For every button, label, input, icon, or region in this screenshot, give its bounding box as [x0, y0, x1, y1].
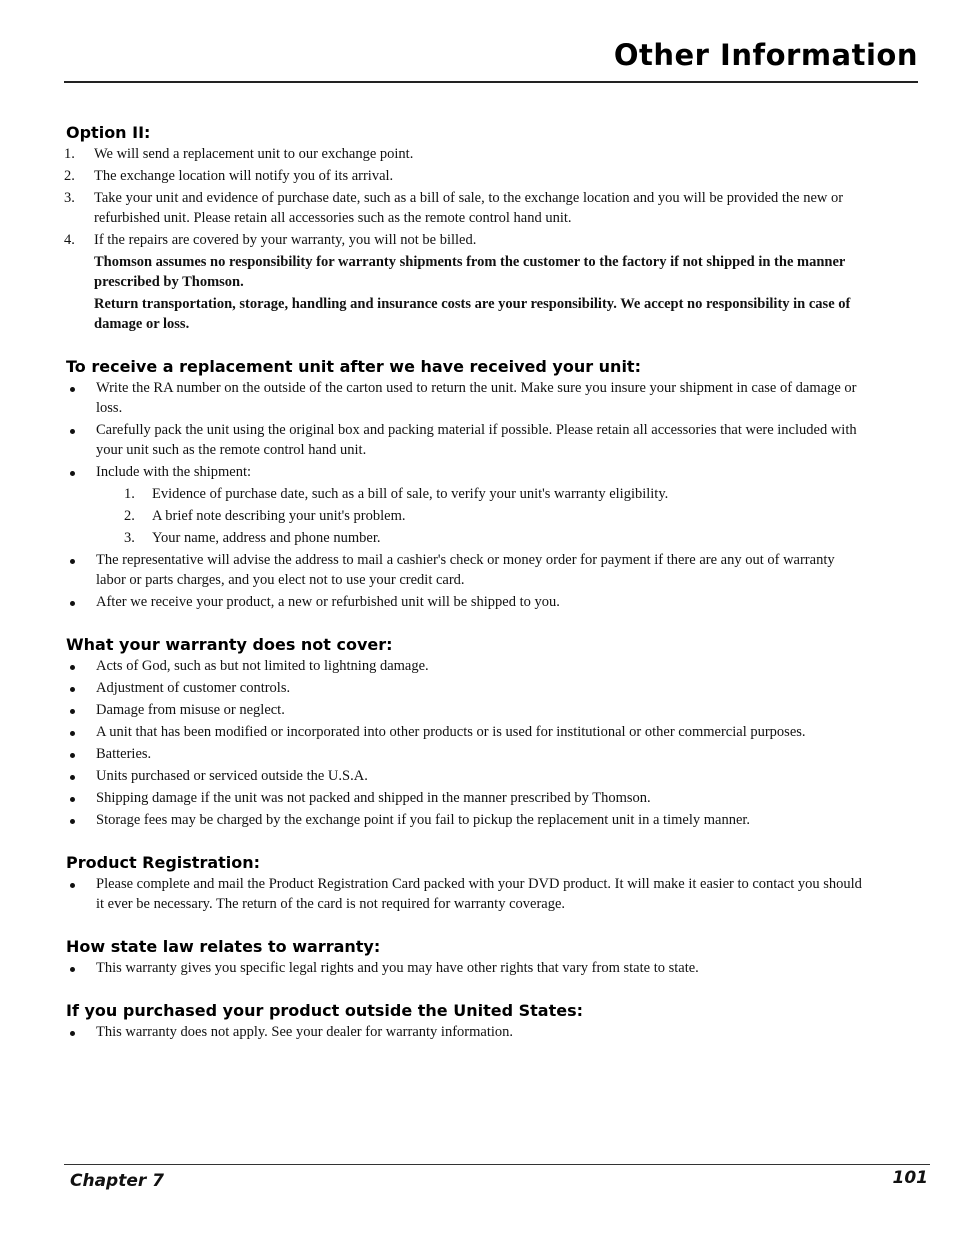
list-item [64, 188, 864, 228]
bullet-list [64, 550, 864, 612]
section-heading: How state law relates to warranty: [66, 937, 381, 956]
warning-text: Return transportation, storage, handling and insurance costs are your responsibility. We accept no responsibility in case of damage or loss. [94, 296, 851, 332]
list-item: Batteries. [64, 744, 864, 764]
page-content [64, 122, 864, 1044]
item-text: We will send a replacement unit to our exchange point. [94, 146, 414, 162]
section-option-ii [64, 122, 864, 334]
item-text: Take your unit and evidence of purchase date, such as a bill of sale, to the exchange location and you will be provided the new or refurbished unit. Please retain all accessories such as the remote control hand unit. [94, 190, 844, 226]
page-title: Other Information [613, 38, 918, 72]
item-text: If the repairs are covered by your warranty, you will not be billed. [94, 232, 477, 248]
item-number: 2. [64, 168, 75, 184]
section-outside-us [64, 1000, 864, 1042]
bullet-list [64, 1022, 864, 1042]
item-number: 2. [124, 508, 135, 524]
item-number: 1. [124, 486, 135, 502]
list-item: Damage from misuse or neglect. [64, 700, 864, 720]
item-text: A brief note describing your unit's problem. [152, 508, 406, 524]
list-item [64, 144, 864, 164]
section-not-covered [64, 634, 864, 830]
item-text: Evidence of purchase date, such as a bill of sale, to verify your unit's warranty eligibility. [152, 486, 669, 502]
list-item: Include with the shipment: [64, 462, 864, 482]
item-number: 1. [64, 146, 75, 162]
chapter-label: Chapter 7 [70, 1171, 165, 1191]
list-item: Adjustment of customer controls. [64, 678, 864, 698]
section-heading: To receive a replacement unit after we have received your unit: [66, 357, 641, 376]
section-replacement [64, 356, 864, 612]
warning-text: Thomson assumes no responsibility for warranty shipments from the customer to the factory if not shipped in the manner prescribed by Thomson. [94, 254, 846, 290]
list-item: This warranty does not apply. See your dealer for warranty information. [64, 1022, 864, 1042]
section-heading: If you purchased your product outside the United States: [66, 1001, 583, 1020]
list-item [64, 166, 864, 186]
section-heading: Product Registration: [66, 853, 261, 872]
section-heading: What your warranty does not cover: [66, 635, 393, 654]
section-product-registration [64, 852, 864, 914]
item-number: 3. [64, 190, 75, 206]
list-item: Please complete and mail the Product Registration Card packed with your DVD product. It will make it easier to contact you should it ever be necessary. The return of the card is not required for warranty coverage. [64, 874, 864, 914]
item-number: 4. [64, 232, 75, 248]
item-text: Your name, address and phone number. [152, 530, 381, 546]
list-item: This warranty gives you specific legal rights and you may have other rights that vary from state to state. [64, 958, 864, 978]
list-item: A unit that has been modified or incorporated into other products or is used for institutional or other commercial purposes. [64, 722, 864, 742]
item-text: The exchange location will notify you of its arrival. [94, 168, 394, 184]
bullet-list [64, 958, 864, 978]
bullet-list [64, 874, 864, 914]
numbered-sublist [124, 484, 864, 548]
numbered-list [64, 144, 864, 250]
list-item [124, 506, 864, 526]
footer-rule [64, 1164, 930, 1165]
bullet-list [64, 378, 864, 482]
section-state-law [64, 936, 864, 978]
list-item: Units purchased or serviced outside the U.S.A. [64, 766, 864, 786]
section-heading: Option II: [66, 123, 151, 142]
item-number: 3. [124, 530, 135, 546]
bullet-list [64, 656, 864, 830]
header-rule [64, 81, 918, 83]
list-item: Acts of God, such as but not limited to lightning damage. [64, 656, 864, 676]
list-item [124, 484, 864, 504]
list-item: The representative will advise the address to mail a cashier's check or money order for payment if there are any out of warranty labor or parts charges, and you elect not to use your credit card. [64, 550, 864, 590]
list-item [124, 528, 864, 548]
list-item: Storage fees may be charged by the exchange point if you fail to pickup the replacement unit in a timely manner. [64, 810, 864, 830]
page-number: 101 [892, 1168, 928, 1188]
list-item [64, 230, 864, 250]
list-item: Carefully pack the unit using the original box and packing material if possible. Please retain all accessories that were included with your unit such as the remote control hand unit. [64, 420, 864, 460]
list-item: Write the RA number on the outside of the carton used to return the unit. Make sure you insure your shipment in case of damage or loss. [64, 378, 864, 418]
list-item: Shipping damage if the unit was not packed and shipped in the manner prescribed by Thomson. [64, 788, 864, 808]
list-item: After we receive your product, a new or refurbished unit will be shipped to you. [64, 592, 864, 612]
